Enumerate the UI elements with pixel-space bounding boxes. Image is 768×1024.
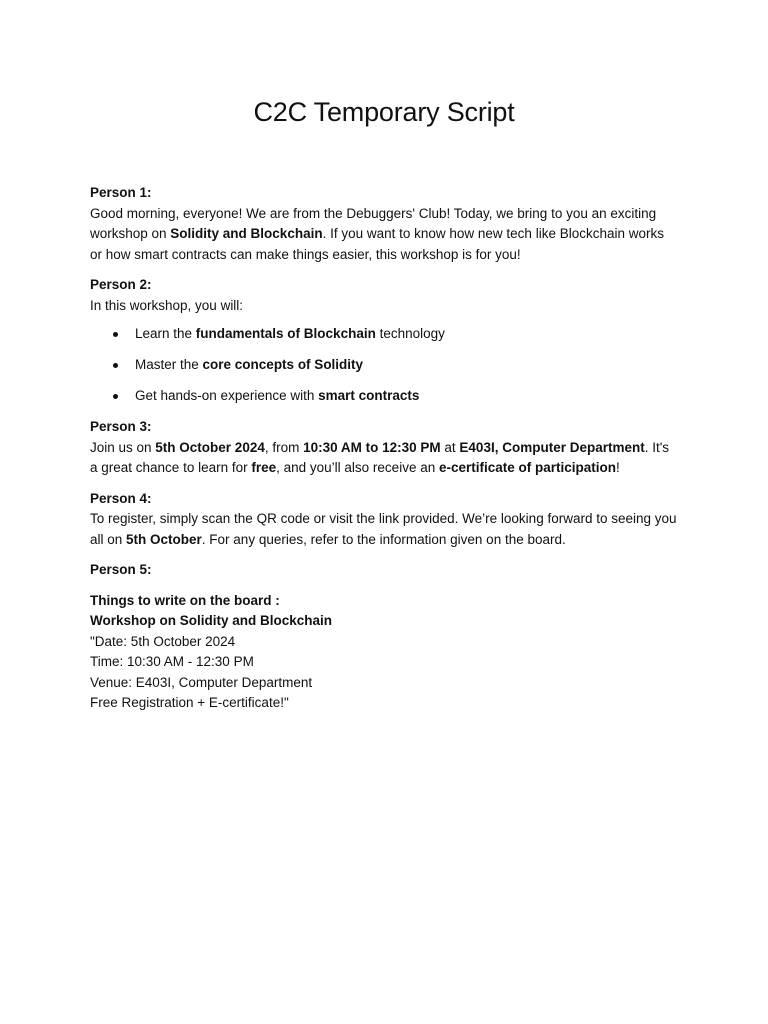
paragraph: Join us on 5th October 2024, from 10:30 AM to 12:30 PM at E403I, Computer Department. It's a great chance to learn for free, and you’ll also receive an e-certificate of participation! [90,439,670,475]
paragraph: In this workshop, you will: [90,297,244,313]
speaker-label: Person 1: [90,185,152,200]
bold-text: E403I, Computer Department [459,439,645,455]
board-line: Time: 10:30 AM - 12:30 PM [90,654,254,669]
bold-text: 10:30 AM to 12:30 PM [303,439,441,455]
person-2-section [90,275,678,316]
board-notes [90,591,678,714]
board-subheading: Workshop on Solidity and Blockchain [90,613,333,628]
board-heading: Things to write on the board : [90,592,280,608]
person-4-section [90,489,678,551]
board-line: "Date: 5th October 2024 [90,633,236,649]
speaker-label: Person 2: [90,277,152,292]
bold-text: core concepts of Solidity [202,357,364,372]
document-body [90,183,678,714]
speaker-label: Person 5: [90,562,152,577]
speaker-label: Person 4: [90,490,152,506]
page-title: C2C Temporary Script [253,97,515,127]
bullet-icon [113,394,118,399]
bold-text: smart contracts [318,388,420,403]
bullet-list [90,324,678,407]
bold-text: fundamentals of Blockchain [195,326,376,341]
bold-text: 5th October 2024 [155,439,265,455]
speaker-label: Person 3: [90,419,152,434]
bold-text: free [251,460,277,475]
person-5-section [90,560,678,581]
board-line: Free Registration + E-certificate!" [90,695,289,710]
person-3-section [90,417,678,479]
list-item: Get hands-on experience with smart contracts [90,386,678,407]
list-item: Master the core concepts of Solidity [90,355,678,376]
bullet-icon [113,363,118,368]
paragraph: Good morning, everyone! We are from the Debuggers' Club! Today, we bring to you an exciting workshop on Solidity and Blockchain. If you want to know how new tech like Blockchain works or how smart contracts can make things easier, this workshop is for you! [90,205,664,262]
list-item: Learn the fundamentals of Blockchain technology [90,324,678,345]
board-line: Venue: E403I, Computer Department [90,674,313,690]
bullet-icon [113,332,118,337]
bold-text: 5th October [126,531,202,547]
bold-text: e-certificate of participation [438,460,617,475]
person-1-section [90,183,678,265]
bold-text: Solidity and Blockchain [170,226,323,241]
paragraph: To register, simply scan the QR code or visit the link provided. We’re looking forward to seeing you all on 5th October. For any queries, refer to the information given on the board. [90,511,677,547]
